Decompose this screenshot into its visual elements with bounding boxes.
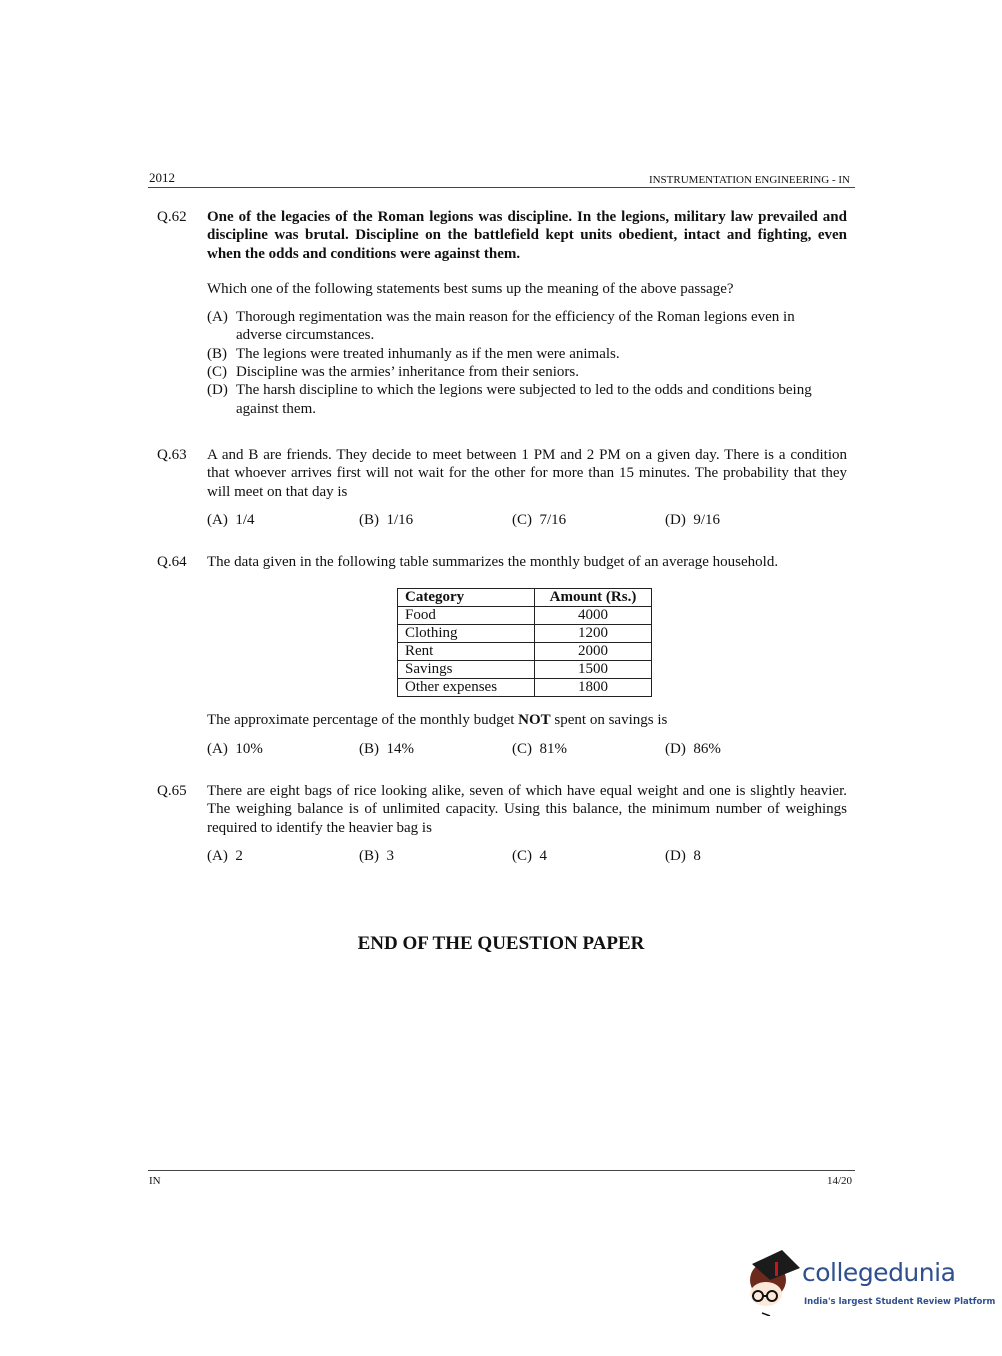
q64-text: The data given in the following table summarizes the monthly budget of an average household. (207, 554, 779, 571)
option-text: Discipline was the armies’ inheritance from their seniors. (236, 364, 579, 381)
option-label: (D) (207, 382, 228, 399)
option-d (665, 740, 847, 758)
option-text: 86% (693, 740, 721, 757)
footer-code: IN (149, 1175, 161, 1187)
prompt-text: spent on savings is (550, 712, 668, 729)
option-b (359, 511, 512, 529)
question-number: Q.64 (157, 554, 187, 571)
column-header: Amount (Rs.) (535, 589, 652, 607)
table-cell: Savings (398, 661, 535, 679)
question-body (207, 446, 847, 537)
logo-tagline: India's largest Student Review Platform (804, 1297, 996, 1307)
q65-options (207, 847, 847, 865)
option-text: 9/16 (693, 511, 720, 528)
table-row (398, 661, 652, 679)
table-cell: 4000 (535, 607, 652, 625)
table-cell: Food (398, 607, 535, 625)
question-62 (157, 208, 847, 428)
question-body (207, 782, 847, 873)
option-label: (A) (207, 740, 228, 757)
option-c (512, 511, 665, 529)
prompt-text: The approximate percentage of the monthly budget (207, 712, 519, 729)
question-63 (157, 446, 847, 537)
option-text: Thorough regimentation was the main reason for the efficiency of the Roman legions even in adverse circumstances. (236, 309, 795, 344)
table-cell: 1800 (535, 679, 652, 697)
table-row (398, 607, 652, 625)
q63-options (207, 511, 847, 529)
option-text: 3 (386, 847, 394, 864)
option-a (207, 740, 359, 758)
end-of-paper-heading: END OF THE QUESTION PAPER (357, 933, 645, 954)
option-label: (D) (665, 740, 686, 757)
option (207, 363, 837, 381)
option-label: (A) (207, 309, 228, 326)
column-header: Category (398, 589, 535, 607)
option-label: (C) (512, 847, 532, 864)
question-number: Q.65 (157, 783, 187, 800)
q64-prompt (207, 711, 847, 729)
header-subject: INSTRUMENTATION ENGINEERING - IN (648, 174, 850, 186)
option-label: (D) (665, 511, 686, 528)
option-label: (A) (207, 511, 228, 528)
table-cell: 1500 (535, 661, 652, 679)
option-d (665, 511, 847, 529)
table-row (398, 643, 652, 661)
option-text: 4 (539, 847, 547, 864)
option-text: The harsh discipline to which the legions were subjected to led to the odds and conditions being against them. (236, 382, 812, 417)
header-rule (148, 187, 855, 188)
option-label: (A) (207, 847, 228, 864)
q62-passage: One of the legacies of the Roman legions was discipline. In the legions, military law prevailed and discipline was brutal. Discipline on the battlefield kept units obedient, intact and fighting, even when the odds and conditions were against them. (207, 209, 847, 262)
table-header-row (398, 589, 652, 607)
option-d (665, 847, 847, 865)
option-a (207, 511, 359, 529)
option (207, 381, 837, 418)
q63-text: A and B are friends. They decide to meet between 1 PM and 2 PM on a given day. There is a condition that whoever arrives first will not wait for the other for more than 15 minutes. The probability that they will meet on that day is (207, 446, 847, 500)
option-text: 8 (693, 847, 701, 864)
mascot-icon (742, 1250, 802, 1316)
option-label: (B) (207, 345, 227, 362)
questions-section (157, 208, 847, 889)
option-text: The legions were treated inhumanly as if the men were animals. (236, 345, 620, 362)
option-label: (C) (207, 364, 227, 381)
table-cell: Rent (398, 643, 535, 661)
option-text: 7/16 (539, 511, 567, 528)
option (207, 308, 837, 345)
table-cell: 1200 (535, 625, 652, 643)
option-b (359, 740, 512, 758)
option-c (512, 740, 665, 758)
prompt-emphasis: NOT (518, 712, 551, 729)
option-c (512, 847, 665, 865)
collegedunia-logo (742, 1250, 996, 1320)
logo-name: collegedunia (802, 1258, 956, 1287)
option-text: 10% (235, 740, 263, 757)
q65-text: There are eight bags of rice looking alike, seven of which have equal weight and one is slightly heavier. The weighing balance is of unlimited capacity. Using this balance, the minimum number of weighings required to identify the heavier bag is (207, 783, 847, 836)
question-65 (157, 782, 847, 873)
table-row (398, 625, 652, 643)
option-text: 81% (539, 740, 567, 757)
footer-page-number: 14/20 (826, 1175, 852, 1187)
question-body (207, 553, 847, 766)
option-text: 1/16 (386, 511, 414, 528)
option-b (359, 847, 512, 865)
option (207, 345, 837, 363)
option-label: (C) (512, 740, 532, 757)
option-a (207, 847, 359, 865)
q62-prompt: Which one of the following statements best sums up the meaning of the above passage? (207, 280, 734, 297)
q62-options (207, 308, 837, 418)
footer-rule (148, 1170, 855, 1171)
question-body (207, 208, 847, 428)
option-label: (B) (359, 847, 379, 864)
option-text: 2 (235, 847, 243, 864)
option-label: (C) (512, 511, 532, 528)
question-64 (157, 553, 847, 766)
question-number: Q.62 (157, 209, 187, 225)
table-cell: Other expenses (398, 679, 535, 697)
table-row (398, 679, 652, 697)
option-label: (B) (359, 740, 379, 757)
option-label: (D) (665, 847, 686, 864)
q64-options (207, 740, 847, 758)
question-number: Q.63 (157, 446, 187, 463)
option-text: 14% (386, 740, 414, 757)
budget-table (397, 588, 652, 697)
table-cell: Clothing (398, 625, 535, 643)
table-cell: 2000 (535, 643, 652, 661)
option-label: (B) (359, 511, 379, 528)
header-year: 2012 (149, 170, 175, 185)
option-text: 1/4 (235, 511, 255, 528)
